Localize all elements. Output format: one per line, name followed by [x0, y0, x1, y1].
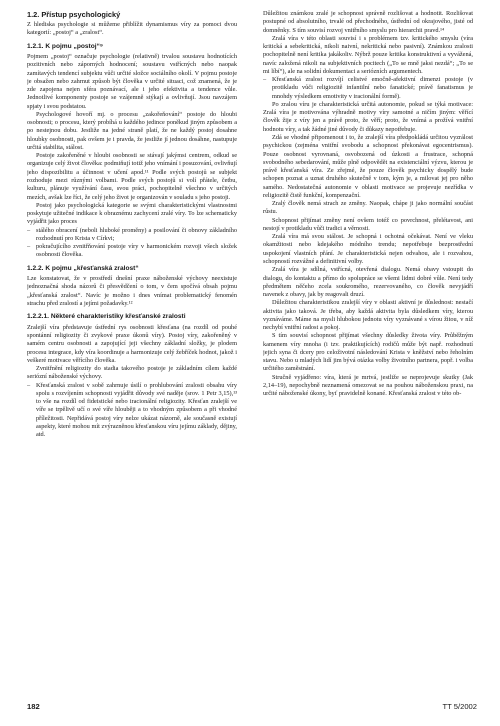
- paragraph: Zdá se vhodné připomenout i to, že zralejší víra předpokládá určitou vyzrálost psychickou (zejména vnitřní svobodu a schopnost překonávat egocentrismus). Pouze osobnost vyrovnaná, osvobozená od úzkosti a frustrace, schopná svobodného sebedarování, může plně odpovědět na existenciální výzvu, kterou je právě křesťanská víra. Ze zřejmé, že pouze člověk psychicky dospělý bude schopen poznat a uznat druhého skutečně v tom, kým je, a milovat jej pro něho samého. Nedostatečná autonomie v oblasti motivace se projevuje nezřídka v religiozitě čistě funkční, kompenzační.: [263, 133, 473, 199]
- right-column: [263, 10, 473, 690]
- list-item: – stálého obracení (neboli hluboké proměny) a posilování či obnovy základního rozhodnutí pro Krista v Církvi;: [27, 227, 237, 244]
- section-heading: 1.2. Přístup psychologický: [27, 10, 121, 19]
- dash-list: [27, 227, 237, 260]
- paragraph: Zralá víra je sdílná, vstřícná, otevřená dialogu. Nemá obavy vstoupit do dialogu, do kontaktu a přímo do spolupráce se všemi lidmi dobré vůle. Není tedy předmětem něčeho zcela soukromého, rezervovaného, co člověk nevyjádří navenek z obavy, jak by reagovali druzí.: [263, 266, 473, 299]
- subsection-heading: 1.2.2.1. Některé charakteristiky křesťanské zralosti: [27, 313, 186, 321]
- paragraph: Postoj jako psychologická kategorie se svými charakteristickými vlastnostmi poskytuje užitečné indikace k obraznému zachycení zralé víry. To lze schematicky vyjádřit jako proces: [27, 201, 237, 226]
- page-footer: [27, 702, 477, 714]
- dash-list: [263, 76, 473, 101]
- left-column: [27, 10, 237, 690]
- paragraph: Postoje zakořeněné v hloubi osobnosti se stávají jakýmsi centrem, odkud se organizuje celý život člověka: podmiňují totiž jeho vnímání i posuzování, ovlivňují jeho dispozibilitu a účinnost v učení apod.¹¹ Podle svých postojů se subjekt rozhoduje mezi různými volbami. Podle svých postojů si volí přátele, četbu, kulturu, plánuje využívání času, svou práci, pochopitelně všechno v určitých mezích, avšak lze říci, že celý jeho život je organizován v souladu s jeho postoji.: [27, 152, 237, 201]
- paragraph: Zralá víra má svou stálost. Je schopná i ochotná očekávat. Není ve vleku okamžitosti nebo kdejakého módního trendu; nepotřebuje bezprostřední uspokojení vlastních přání. Je charakteristická nejen odvahou, ale i rozvahou, schopností rozvážné a definitivní volby.: [263, 233, 473, 265]
- paragraph: Zralý člověk nemá strach ze změny. Naopak, chápe ji jako normální součást růstu.: [263, 200, 473, 216]
- paragraph: S tím souvisí schopnost přijímat všechny důsledky života víry. Průběžným kamenem víry mnoha (i tzv. praktikujících) rodičů může být např. rozhodnutí jejich syna či dcery pro celoživotní následování Krista v kněžství nebo řeholním stavu. Nebo u mladých lidí jim bývá otázka volby životního partnera, popř. i volba určitého zaměstnání.: [263, 332, 473, 373]
- paragraph: Z hlediska psychologie si můžeme přiblížit dynamismus víry za pomoci dvou kategorií: „postoj“ a „zralost“.: [27, 21, 237, 37]
- paragraph: Důležitou charakteristikou zralejší víry v oblasti aktivní je důslednost: nestačí aktivita jako taková. Je třeba, aby každá aktivita byla důsledkem víry, kterou vyznáváme. Máme na mysli hlubokou jednotu víry vyznávané s vírou žitou, v níž nechybí vnitřní radost a pokoj.: [263, 299, 473, 332]
- dash-list: [27, 382, 237, 440]
- paragraph: Zralá víra v této oblasti souvisí i s problémem tzv. kritického smyslu (víra kritická a sebekritická, nikoli naivní, nekritická nebo pasivní). Známkou zralosti pochopitelně není kritika jakákoliv. Nýbrž pouze kritika konstruktivní a vyvážená, navíc založená nikoli na subjektivních pocitech („To se mně jaksi nezdá“; „To se mi líbí“), ale na solidní dokumentaci a seriózních argumentech.: [263, 34, 473, 75]
- list-item: – Křesťanská zralost rozvíjí celistvé emočně-afektivní dimenzi postoje (v protikladu vůči religiozitě infantilní nebo fanatické; právě fanatismus je mnohdy výsledkem emotivity v iracionální formě).: [263, 76, 473, 101]
- subsection-heading: 1.2.2. K pojmu „křesťanská zralost“: [27, 264, 139, 272]
- page-number: 182: [27, 702, 40, 711]
- journal-issue: TT 5/2002: [442, 702, 477, 711]
- paragraph: Stručně vyjádřeno: víra, která je mrtvá, jestliže se neprojevuje skutky (Jak 2,14–19), nepochybně neznamená omezovat se na pouhou náboženskou praxi, na určité náboženské úkony, byť pravidelně konané. Křesťanská zralost v této ob-: [263, 373, 473, 398]
- list-item: – pokračujícího zvnitřňování postoje víry v harmonickém rozvoji všech složek osobnosti člověka.: [27, 243, 237, 260]
- paragraph: Zralejší víra představuje ústřední rys osobnosti křesťana (na rozdíl od pouhé spontánní religiozity či zvykové praxe úkonů víry). Postoj víry, zakořeněný v samém centru osobnosti a zapojující jeji všechny základní složky, je plodem procesu integrace, kdy víra koordinuje a harmonizuje celý žebříček hodnot, jakož i veškeré motivace věřícího člověka.: [27, 323, 237, 364]
- paragraph: Zvnitřnění religiozity do stadia takového postoje je základním cílem každé seriózní náboženské výchovy.: [27, 365, 237, 381]
- paragraph: Důležitou známkou zralé je schopnost správně rozlišovat a hodnotit. Rozlišovat postupné od absolutního, trvalé od přechodného, ústřední od okrajového, jisté od domněnky. S tím souvisí rozvoj vnitřního smyslu pro hierarchii pravd.¹⁴: [263, 10, 473, 34]
- subsection-heading: 1.2.1. K pojmu „postoj“⁹: [27, 42, 104, 50]
- paragraph: Po zralou víru je charakteristická určitá autonomie, pokud se týká motivace: Zralá víra je motivována výhradně motivy víry samotné a ničím jiným: věřící člověk žije z víry jen a právě proto, že věří; proto, že vnímá a prožívá vnitřní hodnotu víry, a tak žádné jiné důvody či důkazy nepotřebuje.: [263, 100, 473, 133]
- paragraph: Schopnost přijímat změny není ovšem totéž co povrchnost, přelétavost, ani nestojí v protikladu vůči tradici a věrnosti.: [263, 216, 473, 232]
- paragraph: Pojmem „postoj“ označuje psychologie (relativně) trvalou soustavu hodnotících pozitivních nebo záporných hodnocení; soustavu vstřícných nebo naopak zamítavých tendencí subjektu vůči určité složce sociálního okolí. V pojmu postoje je obsažen nebo zahrnut způsob být člověka v určité situaci, což znamená, že je zde zapojena nejen sféra poznávací, ale i jeho efektivita a tendence vůle. Jednotlivé komponenty postoje se vzájemně stýkají a ovlivňují. Jsou navzájem spjaty i svou podstatou.: [27, 53, 237, 110]
- list-item: – Křesťanská zralost v sobě zahrnuje úsilí o prohlubování zralosti obsahu víry spolu s rozvíjením schopnosti vyjádřit důvody své naděje (srov. 1 Petr 3,15),¹³ to vše na rozdíl od fideistické nebo iracionální religiozity. Křesťan zralejší ve víře se trpělivě učí o své víře hlouběji a to vhodným způsobem a při vhodné příležitosti. Nepřidává postoj víry nelze ukázat názorně, ale současně existují aspekty, které mohou mít zvýrazněnou křesťanskou víru jejímu základy, dějiny, atd.: [27, 382, 237, 440]
- article-page: [27, 10, 477, 690]
- paragraph: Lze konstatovat, že v prostředí dnešní praxe náboženské výchovy neexistuje jednoznačná shoda názorů či přesvědčení o tom, v čem spočívá obsah pojmu „křesťanská zralost“. Navíc je možno i dnes vnímat problematický fenomén strachu před zralostí a jejími požadavky.¹²: [27, 275, 237, 307]
- paragraph: Psychologové hovoří mj. o procesu „zakořeňování“ postoje do hloubi osobnosti; o procesu, který probíhá u každého jedince poněkud jiným způsobem a po nestejnou dobu. Jestliže na jedné straně platí, že ne každý postoj dosahne hloubky osobnosti, pak ovšem je i pravda, že jestliže jí jednou dosáhne, nastupuje určitá stabilita, stálost.: [27, 110, 237, 151]
